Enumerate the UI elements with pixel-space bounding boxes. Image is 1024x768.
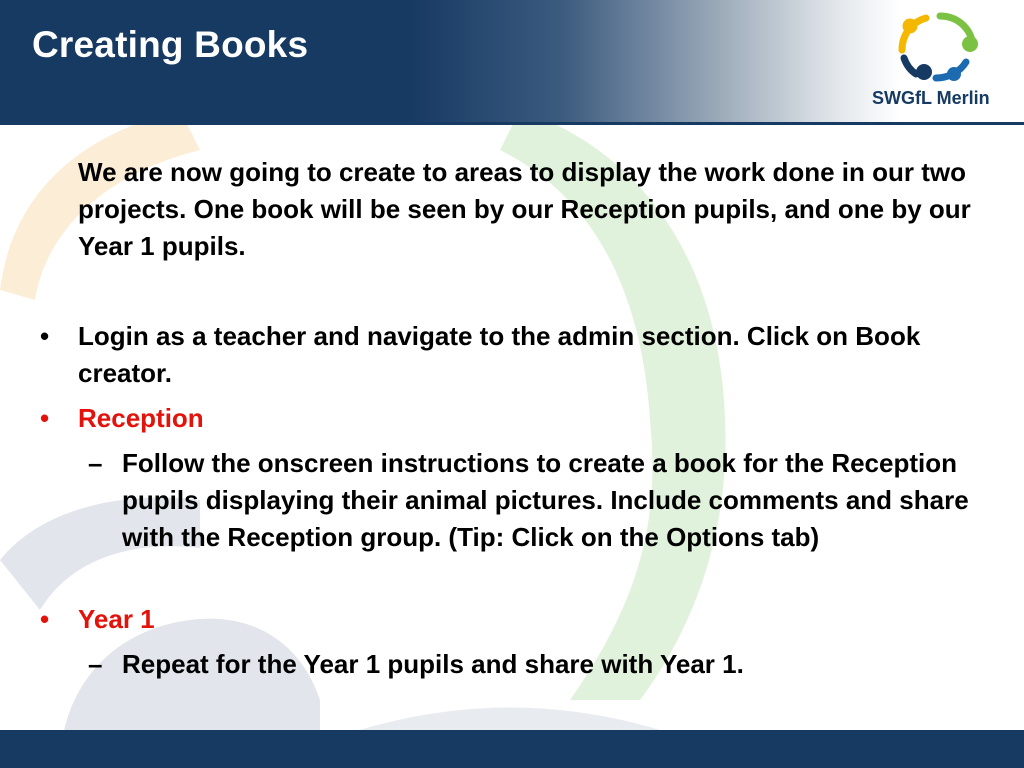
bullet-text: Year 1 <box>78 604 155 634</box>
sub-bullet-marker: – <box>88 649 103 679</box>
logo <box>868 8 1008 114</box>
swgfl-merlin-logo-icon <box>896 10 980 82</box>
bullet-year1-heading <box>40 601 998 638</box>
sub-bullet-year1-instructions <box>88 646 992 683</box>
sub-bullet-text: Repeat for the Year 1 pupils and share with Year 1. <box>122 649 744 679</box>
sub-bullet-reception-instructions <box>88 445 992 556</box>
bullet-marker: • <box>40 403 50 433</box>
bullet-text: Login as a teacher and navigate to the admin section. Click on Book creator. <box>78 321 921 388</box>
logo-text: SWGfL Merlin <box>872 88 990 108</box>
footer-bar <box>0 730 1024 768</box>
sub-bullet-text: Follow the onscreen instructions to create a book for the Reception pupils displaying their animal pictures. Include comments and share with the Reception group. (Tip: Click on the Options tab) <box>122 448 969 552</box>
slide-title: Creating Books <box>32 24 309 65</box>
bullet-text: Reception <box>78 403 204 433</box>
sub-bullet-marker: – <box>88 448 103 478</box>
intro-paragraph: We are now going to create to areas to display the work done in our two projects. One book will be seen by our Reception pupils, and one by our Year 1 pupils. <box>78 157 971 261</box>
bullet-login <box>40 318 998 392</box>
bullet-marker: • <box>40 321 50 351</box>
title-bar-rule <box>0 122 1024 125</box>
bullet-marker: • <box>40 604 50 634</box>
bullet-reception-heading <box>40 400 998 437</box>
